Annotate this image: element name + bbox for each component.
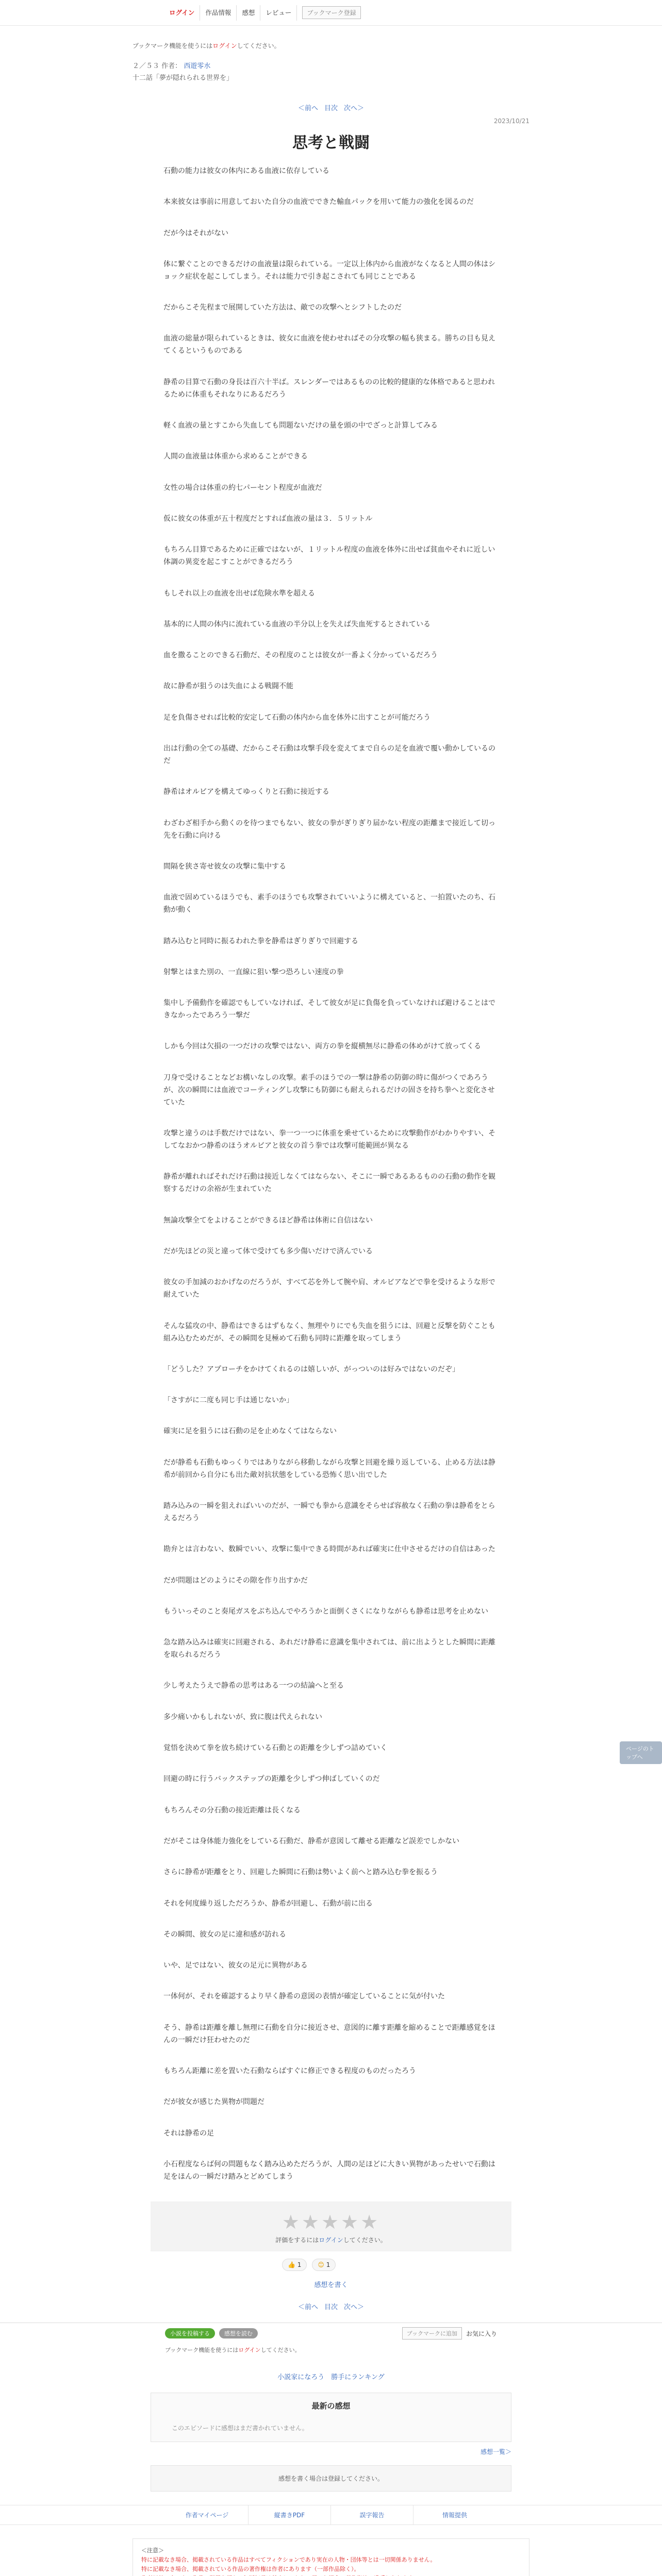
bottom-bar [0, 2323, 662, 2344]
body-paragraph: 「どうした？アプローチをかけてくれるのは嬉しいが、がっついのは好みではないのだぞ」 [163, 1365, 459, 1374]
body-paragraph: いや、足ではない、彼女の足元に異物がある [163, 1961, 308, 1970]
impressions-list-link[interactable]: 感想一覧＞ [480, 2448, 511, 2456]
notice-line-2: 特に記載なき場合、掲載されている作品の著作権は作者にあります（一部作品除く）。 [141, 2566, 360, 2573]
body-paragraph: もしそれ以上の血液を出せば危険水準を超える [163, 589, 315, 598]
body-paragraph: 小石程度ならば何の問題もなく踏み込めただろうが、人間の足ほどに大きい異物があったせいで石動は足をほんの一瞬だけ踏みとどめてしまう [163, 2160, 495, 2181]
body-paragraph: 踏み込むと同時に振るわれた拳を静希はぎりぎりで回避する [163, 937, 358, 945]
notice-head: ＜注意＞ [141, 2547, 164, 2554]
body-paragraph: もちろん距離に差を置いた石動ならばすぐに修正できる程度のものだったろう [163, 2067, 416, 2076]
bookmark-note-text: ブックマーク機能を使うには [133, 42, 213, 49]
bookmark-controls [402, 2327, 497, 2340]
rating-msg-suffix: してください。 [343, 2236, 387, 2244]
body-paragraph: 覚悟を決めて拳を放ち続けている石動との距離を少しずつ詰めていく [163, 1744, 387, 1753]
body-paragraph: 人間の血液量は体重から求めることができる [163, 452, 308, 461]
toc-link[interactable]: 目次 [324, 105, 338, 112]
impressions-link[interactable]: 感想 [237, 5, 260, 21]
footer-links [0, 2505, 662, 2525]
body-paragraph: そんな猛攻の中、静希はできるはずもなく、無理やりにでも失血を狙うには、回避と反撃を防ぐことも組み込むためだが、その瞬間を見極めて石動も同時に距離を取ってしまう [163, 1321, 495, 1343]
series-info [133, 60, 529, 82]
reactions [282, 2259, 529, 2271]
body-paragraph: 攻撃と違うのは手数だけではない、拳一つ一つに体重を乗せているために攻撃動作がわかりやすい、そしてなおかつ静希のほうオルビアと彼女の首う拳では攻撃可能範囲が異なる [163, 1129, 495, 1150]
add-bookmark-button[interactable]: ブックマークに追加 [402, 2327, 462, 2340]
body-paragraph: 刀身で受けることなどお構いなしの攻撃。素手のほうでの一撃は静希の防御の時に傷がつくであろうが、次の瞬間には血液でコーティングし攻撃にも防御にも耐えられるだけの固さを持ち拳へと変化させていた [163, 1073, 495, 1107]
rating-login-link[interactable]: ログイン [319, 2236, 343, 2244]
body-paragraph: 足を負傷させれば比較的安定して石動の体内から血を体外に出すことが可能だろう [163, 713, 431, 722]
ranking-link[interactable]: 小説家になろう 勝手にランキング [277, 2374, 385, 2382]
rating-message [151, 2235, 511, 2244]
rating-msg-text: 評価をするには [275, 2236, 319, 2244]
body-paragraph: 本来彼女は事前に用意しておいた自分の血液でできた輸血パックを用いて能力の強化を図るのだ [163, 198, 474, 207]
body-paragraph: だが今はそれがない [163, 229, 228, 238]
reaction-good[interactable] [282, 2259, 307, 2271]
reaction-good-count: 1 [297, 2261, 302, 2269]
body-paragraph: 集中し予備動作を確認でもしていなければ、そして彼女が足に負傷を負っていなければ避けることはできなかったであろう一撃だ [163, 999, 495, 1020]
info-provide-link[interactable]: 情報提供 [442, 2512, 467, 2519]
publish-date: 2023/10/21 [493, 117, 529, 125]
body-paragraph: 踏み込みの一瞬を狙えればいいのだが、一瞬でも拳から意識をそらせば容赦なく石動の拳は静希をとらえるだろう [163, 1501, 495, 1522]
body-paragraph: だが先ほどの災と違って体で受けても多少傷いだけで済んでいる [163, 1247, 373, 1256]
body-paragraph: だが静希も石動もゆっくりではありながら移動しながら攻撃と回避を繰り返している、止める方法は静希が前回から自分にも出た敵対抗状態をしている恐怖く思い出でした [163, 1458, 495, 1479]
body-paragraph: 静希の目算で石動の身長は百六十半ば。スレンダーではあるものの比較的健康的な体格であると思われるために体重もそれなりにあるだろう [163, 378, 495, 399]
body-paragraph: 確実に足を狙うには石動の足を止めなくてはならない [163, 1427, 337, 1436]
body-paragraph: 故に静希が狙うのは失血による戦闘不能 [163, 682, 293, 691]
body-paragraph: 間隔を狭さ寄せ彼女の攻撃に集中する [163, 862, 286, 871]
body-paragraph: だからこそ先程まで展開していた方法は、敵での攻撃へとシフトしたのだ [163, 303, 402, 312]
body-paragraph: 出は行動の全ての基礎、だからこそ石動は攻撃手段を変えてまで自らの足を血液で覆い動かしているのだ [163, 744, 495, 766]
body-paragraph: それを何度繰り返しただろうか、静希が回避し、石動が前に出る [163, 1899, 373, 1908]
login-link[interactable]: ログイン [164, 5, 200, 21]
body-paragraph: だが問題はどのようにその隙を作り出すかだ [163, 1576, 308, 1585]
next-link[interactable]: 次へ＞ [344, 105, 365, 112]
reviews-link[interactable]: レビュー [260, 5, 297, 21]
author-mypage-link[interactable]: 作者マイページ [166, 2505, 249, 2524]
bookmark-note-bottom [0, 2346, 662, 2354]
body-paragraph: だがそこは身体能力強化をしている石動だ、静希が意図して離せる距離など誤差でしかない [163, 1837, 459, 1845]
body-paragraph: 女性の場合は体重の約七パーセント程度が血液だ [163, 483, 322, 492]
body-paragraph: 血を撒ることのできる石動だ、その程度のことは彼女が一番よく分かっているだろう [163, 651, 438, 660]
page-top-button[interactable]: ページのトップへ [620, 1741, 662, 1764]
body-paragraph: 体に繋ぐことのできるだけの血液量は限られている。一定以上体内から血液がなくなると人間の体はショック症状を起こしてしまう。それは能力で引き起こされても同じことである [163, 260, 495, 281]
toc-link-bottom[interactable]: 目次 [324, 2303, 338, 2312]
author-link[interactable]: 西遊零水 [184, 62, 211, 70]
body-paragraph: そう、静希は距離を離し無理に石動を自分に接近させ、意図的に離す距離を縮めることで距離感覚をほんの一瞬だけ狂わせたのだ [163, 2023, 495, 2044]
favorite-link[interactable]: お気に入り [466, 2330, 497, 2337]
bookmark-note [133, 41, 529, 50]
top-navigation [0, 0, 662, 26]
write-impression-link[interactable]: 感想を書く [314, 2281, 348, 2290]
read-impressions-tag[interactable]: 感想を読む [219, 2328, 258, 2338]
episode-counter: ２／５３ [133, 62, 160, 70]
bookmark-button[interactable]: ブックマーク登録 [302, 6, 360, 19]
typo-report-link[interactable]: 誤字報告 [331, 2505, 413, 2524]
author-label: 作者： [161, 62, 182, 70]
body-paragraph: 射撃とはまた別の、一直線に狙い撃つ恐ろしい速度の拳 [163, 968, 344, 976]
vertical-pdf-link[interactable]: 縦書きPDF [249, 2505, 331, 2524]
body-paragraph: 一体何が、それを確認するより早く静希の意図の表情が確定していることに気が付いた [163, 1992, 445, 2001]
notice-line-3 [141, 2574, 521, 2576]
bookmark-note-bottom-text: ブックマーク機能を使うには [165, 2347, 239, 2354]
rating-area [151, 2201, 511, 2251]
write-review-box: 感想を書く場合は登録してください。 [151, 2465, 511, 2492]
pager-bottom [133, 2301, 529, 2311]
rating-stars[interactable]: ★★★★★ [282, 2211, 380, 2234]
notice-box [133, 2538, 529, 2576]
body-paragraph: 勘弁とは言わない、数瞬でいい、攻撃に集中できる時間があれば確実に仕中させるだけの自信はあった [163, 1545, 495, 1554]
body-paragraph: 無論攻撃全てをよけることができるほど静希は体術に自信はない [163, 1216, 373, 1225]
body-paragraph: 基本的に人間の体内に流れている血液の半分以上を失えば失血死するとされている [163, 620, 431, 629]
body-paragraph: 仮に彼女の体重が五十程度だとすれば血液の量は３．５リットル [163, 514, 373, 523]
body-paragraph: 血液の総量が限られているときは、彼女に血液を使わせればその分攻撃の幅も狭まる。勝ちの目も見えてくるというものである [163, 334, 495, 355]
bookmark-note-suffix: してください。 [237, 42, 280, 49]
body-paragraph: その瞬間、彼女の足に違和感が訪れる [163, 1930, 286, 1939]
body-paragraph: 静希が離れればそれだけ石動は接近しなくてはならない、そこに一瞬であるあるものの石動の動作を観察するだけの余裕が生まれていた [163, 1173, 495, 1194]
body-paragraph: さらに静希が距離をとり、回避した瞬間に石動は勢いよく前へと踏み込む拳を振るう [163, 1868, 438, 1877]
episode-title: 思考と戦闘 [292, 134, 370, 152]
body-paragraph: 静希はオルビアを構えてゆっくりと石動に接近する [163, 788, 329, 796]
prev-link-bottom[interactable]: ＜前へ [297, 2303, 318, 2312]
recent-impressions-empty: このエピソードに感想はまだ書かれていません。 [172, 2425, 308, 2432]
bookmark-note-login[interactable]: ログイン [212, 42, 237, 49]
body-paragraph: しかも今回は欠損の一つだけの攻撃ではない、両方の拳を縦横無尽に静希の体めがけて放ってくる [163, 1042, 481, 1051]
body-paragraph: 「さすがに二度も同じ手は通じないか」 [163, 1396, 293, 1405]
main-content [133, 41, 529, 2311]
smile-icon: 😊 [318, 2261, 324, 2269]
notice-line-1: 特に記載なき場合、掲載されている作品はすべてフィクションであり実在の人物・団体等とは一切関係ありません。 [141, 2556, 436, 2564]
recent-impressions [151, 2393, 511, 2442]
body-paragraph: 多少痛いかもしれないが、致に腹は代えられない [163, 1713, 322, 1721]
prev-link[interactable]: ＜前へ [297, 105, 318, 112]
body-paragraph: 軽く血液の量とすこから失血しても問題ないだけの量を頭の中でざっと計算してみる [163, 421, 438, 430]
body-paragraph: それは静希の足 [163, 2129, 214, 2138]
pager-top [133, 103, 529, 112]
body-paragraph: 石動の能力は彼女の体内にある血液に依存している [163, 167, 329, 175]
bookmark-note-bottom-suffix: してください。 [260, 2347, 301, 2354]
thumbs-up-icon: 👍 [288, 2261, 295, 2269]
reaction-smile-count: 1 [326, 2261, 330, 2269]
body-paragraph: もういっそのこと奏尾ガスをぶち込んでやろうかと面倒くさくになりながらも静希は思考を止めない [163, 1607, 488, 1616]
body-paragraph: 急な踏み込みは確実に回避される、あれだけ静希に意識を集中されては、前に出ようとした瞬間に距離を取られるだろう [163, 1638, 495, 1659]
body-paragraph: 回避の時に行うバックステップの距離を少しずつ伸ばしていくのだ [163, 1775, 380, 1784]
body-paragraph: 少し考えたうえで静希の思考はある一つの結論へと至る [163, 1682, 344, 1690]
body-paragraph: 血液で固めているほうでも、素手のほうでも攻撃されていいように構えていると、一拍置いたのち、石動が動く [163, 893, 495, 914]
body-paragraph: もちろんその分石動の接近距離は長くなる [163, 1806, 301, 1815]
bookmark-note-bottom-login[interactable]: ログイン [238, 2347, 261, 2354]
body-paragraph: だが彼女が感じた異物が問題だ [163, 2098, 264, 2107]
body-paragraph: 彼女の手加減のおかげなのだろうが、すべて芯を外して腕や肩、オルビアなどで拳を受けるような形で耐えていた [163, 1278, 495, 1299]
works-link[interactable]: 作品情報 [200, 5, 237, 21]
body-paragraph: わざわざ相手から動くのを待つまでもない、彼女の拳がぎりぎり届かない程度の距離まで接近して切っ先を石動に向ける [163, 819, 495, 840]
novel-body [163, 165, 499, 2183]
chapter-title: 十二話「夢が隠れられる世界を」 [133, 74, 234, 82]
reaction-smile[interactable] [312, 2259, 336, 2271]
next-link-bottom[interactable]: 次へ＞ [344, 2303, 365, 2312]
body-paragraph: もちろん目算であるために正確ではないが、１リットル程度の血液を体外に出せば貧血やそれに近しい体調の異変を起こすことができるだろう [163, 546, 495, 567]
recent-impressions-title: 最新の感想 [311, 2401, 351, 2411]
post-novel-tag[interactable]: 小説を投稿する [165, 2328, 215, 2338]
